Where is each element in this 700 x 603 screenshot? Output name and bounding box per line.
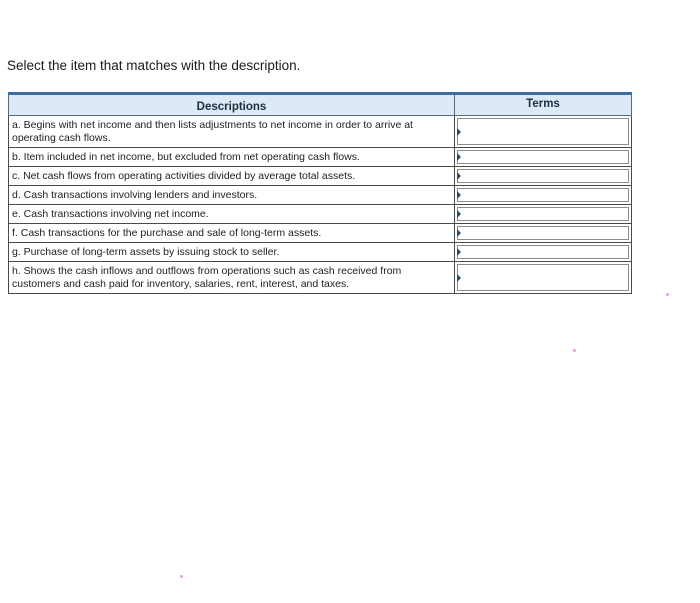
table-row [9, 186, 632, 205]
table-row [9, 224, 632, 243]
description-a: a. Begins with net income and then lists adjustments to net income in order to arrive at operating cash flows. [9, 116, 455, 148]
dropdown-caret-icon [457, 153, 461, 161]
dropdown-caret-icon [457, 191, 461, 199]
description-e: e. Cash transactions involving net income. [9, 205, 455, 224]
term-dropdown[interactable] [457, 264, 629, 291]
table-row [9, 205, 632, 224]
description-h: h. Shows the cash inflows and outflows from operations such as cash received from customers and cash paid for inventory, salaries, rent, interest, and taxes. [9, 262, 455, 294]
description-g: g. Purchase of long-term assets by issuing stock to seller. [9, 243, 455, 262]
description-c: c. Net cash flows from operating activities divided by average total assets. [9, 167, 455, 186]
term-dropdown[interactable] [457, 118, 629, 145]
screen-speck [666, 293, 669, 296]
table-row [9, 243, 632, 262]
dropdown-caret-icon [457, 248, 461, 256]
term-select-b[interactable] [455, 148, 632, 167]
term-select-a[interactable] [455, 116, 632, 148]
description-f: f. Cash transactions for the purchase and sale of long-term assets. [9, 224, 455, 243]
dropdown-caret-icon [457, 274, 461, 282]
term-select-f[interactable] [455, 224, 632, 243]
screen-speck [180, 575, 183, 578]
term-select-e[interactable] [455, 205, 632, 224]
table-row [9, 167, 632, 186]
dropdown-caret-icon [457, 172, 461, 180]
terms-header: Terms [455, 94, 632, 116]
table-row [9, 148, 632, 167]
term-dropdown[interactable] [457, 169, 629, 183]
term-dropdown[interactable] [457, 207, 629, 221]
term-select-d[interactable] [455, 186, 632, 205]
instruction-text: Select the item that matches with the description. [7, 58, 301, 73]
term-select-h[interactable] [455, 262, 632, 294]
term-select-g[interactable] [455, 243, 632, 262]
table-header-row [9, 94, 632, 116]
descriptions-header: Descriptions [9, 94, 455, 116]
term-select-c[interactable] [455, 167, 632, 186]
screen-speck [573, 349, 576, 352]
table-row [9, 116, 632, 148]
term-dropdown[interactable] [457, 226, 629, 240]
term-dropdown[interactable] [457, 150, 629, 164]
dropdown-caret-icon [457, 229, 461, 237]
matching-table [8, 92, 632, 294]
dropdown-caret-icon [457, 128, 461, 136]
dropdown-caret-icon [457, 210, 461, 218]
term-dropdown[interactable] [457, 245, 629, 259]
term-dropdown[interactable] [457, 188, 629, 202]
table-row [9, 262, 632, 294]
description-b: b. Item included in net income, but excluded from net operating cash flows. [9, 148, 455, 167]
description-d: d. Cash transactions involving lenders and investors. [9, 186, 455, 205]
